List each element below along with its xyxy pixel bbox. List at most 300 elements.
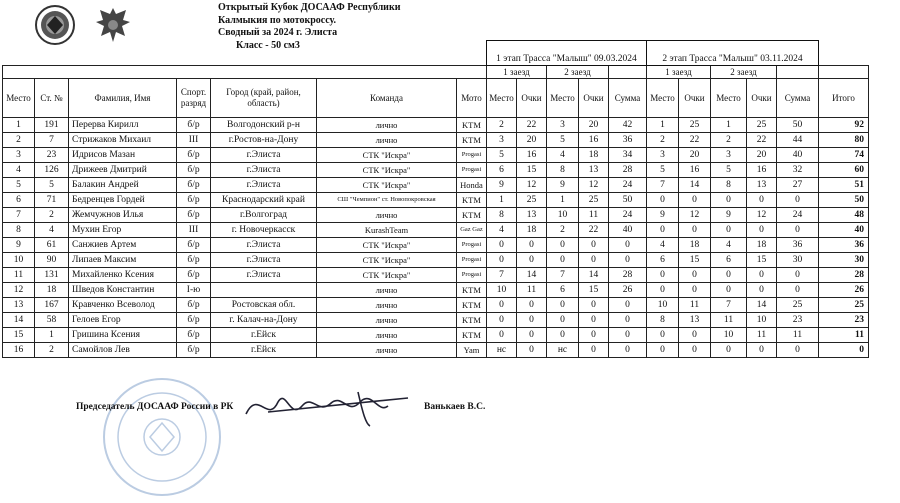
- rank-cell: I-ю: [177, 283, 211, 298]
- stage-1-points-cell: 0: [579, 298, 609, 313]
- results-table: [2, 40, 869, 358]
- blank-header: [819, 41, 869, 66]
- stage-2-place-cell: 6: [711, 253, 747, 268]
- team-cell: СТК "Искра": [317, 178, 457, 193]
- number-cell: 23: [35, 148, 69, 163]
- stage-2-sum-cell: 0: [777, 193, 819, 208]
- stage-1-sum-cell: 0: [609, 328, 647, 343]
- stage-1-place-cell: 4: [547, 148, 579, 163]
- stage-1-place-cell: 7: [547, 268, 579, 283]
- place-cell: 13: [3, 298, 35, 313]
- stage-1-place-cell: 8: [487, 208, 517, 223]
- number-cell: 131: [35, 268, 69, 283]
- stage-1-points-cell: 25: [579, 193, 609, 208]
- stage-2-points-cell: 25: [747, 118, 777, 133]
- stage-1-points-cell: 0: [517, 253, 547, 268]
- total-cell: 74: [819, 148, 869, 163]
- rank-cell: III: [177, 223, 211, 238]
- stage-1-place-cell: 5: [487, 148, 517, 163]
- table-row: [3, 193, 869, 208]
- team-cell: СТК "Искра": [317, 148, 457, 163]
- stage-2-place-cell: 5: [647, 163, 679, 178]
- stage-1-points-cell: 22: [579, 223, 609, 238]
- col-number: Ст. №: [35, 79, 69, 118]
- name-cell: Балакин Андрей: [69, 178, 177, 193]
- stage-1-place-cell: 8: [547, 163, 579, 178]
- stage-2-place-cell: 0: [711, 223, 747, 238]
- place-cell: 16: [3, 343, 35, 358]
- place-cell: 2: [3, 133, 35, 148]
- stage-2-heat-1: 1 заезд: [647, 66, 711, 79]
- stage-1-sum-cell: 34: [609, 148, 647, 163]
- stage-1-points-cell: 0: [579, 343, 609, 358]
- stage-2-sum-cell: 32: [777, 163, 819, 178]
- stage-2-place-cell: 0: [647, 268, 679, 283]
- stage-1-points-cell: 13: [579, 163, 609, 178]
- col-s2-h1-points: Очки: [679, 79, 711, 118]
- stage-2-sum-cell: 11: [777, 328, 819, 343]
- stage-1-sum-cell: 0: [609, 253, 647, 268]
- blank-header: [609, 66, 647, 79]
- stage-1-place-cell: нс: [547, 343, 579, 358]
- column-header-row: [3, 79, 869, 118]
- col-s1-sum: Сумма: [609, 79, 647, 118]
- stage-2-points-cell: 16: [747, 163, 777, 178]
- stage-2-header: 2 этап Трасса "Малыш" 03.11.2024: [647, 41, 819, 66]
- table-row: [3, 253, 869, 268]
- moto-cell: KTM: [457, 133, 487, 148]
- table-row: [3, 238, 869, 253]
- stage-2-place-cell: 1: [647, 118, 679, 133]
- name-cell: Михайленко Ксения: [69, 268, 177, 283]
- total-cell: 51: [819, 178, 869, 193]
- stage-2-points-cell: 0: [747, 268, 777, 283]
- number-cell: 5: [35, 178, 69, 193]
- stage-2-points-cell: 0: [679, 343, 711, 358]
- stage-1-sum-cell: 36: [609, 133, 647, 148]
- table-row: [3, 148, 869, 163]
- total-cell: 23: [819, 313, 869, 328]
- col-s2-sum: Сумма: [777, 79, 819, 118]
- stage-2-place-cell: 4: [647, 238, 679, 253]
- stage-2-sum-cell: 40: [777, 148, 819, 163]
- stage-2-place-cell: 11: [711, 313, 747, 328]
- moto-cell: Progasi: [457, 238, 487, 253]
- city-cell: г.Элиста: [211, 268, 317, 283]
- name-cell: Дрижеев Дмитрий: [69, 163, 177, 178]
- stage-2-points-cell: 20: [679, 148, 711, 163]
- stage-2-points-cell: 0: [679, 223, 711, 238]
- number-cell: 126: [35, 163, 69, 178]
- col-s1-h2-place: Место: [547, 79, 579, 118]
- stage-1-sum-cell: 42: [609, 118, 647, 133]
- city-cell: Краснодарский край: [211, 193, 317, 208]
- stage-2-place-cell: 2: [647, 133, 679, 148]
- stage-2-points-cell: 18: [679, 238, 711, 253]
- total-cell: 48: [819, 208, 869, 223]
- col-total: Итого: [819, 79, 869, 118]
- chairman-title: Председатель ДОСААФ России в РК: [76, 402, 234, 412]
- moto-cell: Progasi: [457, 268, 487, 283]
- place-cell: 8: [3, 223, 35, 238]
- stage-2-place-cell: 0: [647, 193, 679, 208]
- rank-cell: б/р: [177, 253, 211, 268]
- place-cell: 11: [3, 268, 35, 283]
- team-cell: СТК "Искра": [317, 238, 457, 253]
- city-cell: г. Калач-на-Дону: [211, 313, 317, 328]
- stage-1-place-cell: 0: [487, 328, 517, 343]
- name-cell: Гришина Ксения: [69, 328, 177, 343]
- header-line-1: Открытый Кубок ДОСААФ Республики: [218, 2, 401, 13]
- city-cell: г.Элиста: [211, 253, 317, 268]
- name-cell: Самойлов Лев: [69, 343, 177, 358]
- stage-1-place-cell: 0: [547, 328, 579, 343]
- stage-2-place-cell: 7: [647, 178, 679, 193]
- stage-1-points-cell: 11: [517, 283, 547, 298]
- moto-cell: KTM: [457, 118, 487, 133]
- total-cell: 92: [819, 118, 869, 133]
- stage-1-place-cell: 3: [547, 118, 579, 133]
- rank-cell: б/р: [177, 193, 211, 208]
- stage-2-place-cell: 3: [711, 148, 747, 163]
- stage-2-points-cell: 15: [747, 253, 777, 268]
- stage-1-points-cell: 0: [517, 238, 547, 253]
- stage-2-points-cell: 0: [679, 268, 711, 283]
- stage-2-place-cell: 0: [647, 223, 679, 238]
- place-cell: 5: [3, 178, 35, 193]
- stage-1-place-cell: 4: [487, 223, 517, 238]
- table-row: [3, 208, 869, 223]
- stage-2-points-cell: 0: [679, 193, 711, 208]
- number-cell: 2: [35, 208, 69, 223]
- stage-1-sum-cell: 24: [609, 208, 647, 223]
- name-cell: Гелоев Егор: [69, 313, 177, 328]
- header-line-3: Сводный за 2024 г. Элиста: [218, 27, 338, 38]
- table-row: [3, 343, 869, 358]
- stage-2-sum-cell: 36: [777, 238, 819, 253]
- stage-1-sum-cell: 28: [609, 163, 647, 178]
- stage-1-points-cell: 14: [517, 268, 547, 283]
- city-cell: г.Элиста: [211, 148, 317, 163]
- name-cell: Жемчужнов Илья: [69, 208, 177, 223]
- name-cell: Санжиев Артем: [69, 238, 177, 253]
- blank-header: [3, 41, 487, 66]
- stage-2-points-cell: 12: [679, 208, 711, 223]
- results-body: [3, 118, 869, 358]
- moto-cell: KTM: [457, 298, 487, 313]
- table-row: [3, 223, 869, 238]
- col-s1-h2-points: Очки: [579, 79, 609, 118]
- stage-1-points-cell: 18: [579, 148, 609, 163]
- stage-1-points-cell: 18: [517, 223, 547, 238]
- stage-2-place-cell: 8: [647, 313, 679, 328]
- place-cell: 6: [3, 193, 35, 208]
- team-cell: лично: [317, 118, 457, 133]
- stage-1-points-cell: 14: [579, 268, 609, 283]
- moto-cell: Progasi: [457, 148, 487, 163]
- city-cell: г.Элиста: [211, 238, 317, 253]
- number-cell: 90: [35, 253, 69, 268]
- stage-1-header: 1 этап Трасса "Малыш" 09.03.2024: [487, 41, 647, 66]
- stage-1-sum-cell: 0: [609, 313, 647, 328]
- rank-cell: б/р: [177, 313, 211, 328]
- stage-1-points-cell: 16: [517, 148, 547, 163]
- col-s1-h1-points: Очки: [517, 79, 547, 118]
- col-city: Город (край, район, область): [211, 79, 317, 118]
- stage-1-points-cell: 15: [579, 283, 609, 298]
- team-cell: СТК "Искра": [317, 253, 457, 268]
- number-cell: 191: [35, 118, 69, 133]
- city-cell: г.Ейск: [211, 328, 317, 343]
- place-cell: 15: [3, 328, 35, 343]
- city-cell: Ростовская обл.: [211, 298, 317, 313]
- stage-2-place-cell: 9: [711, 208, 747, 223]
- stage-2-points-cell: 15: [679, 253, 711, 268]
- rank-cell: б/р: [177, 118, 211, 133]
- header-class: Класс - 50 см3: [236, 39, 300, 51]
- blank-header: [3, 66, 487, 79]
- stage-2-points-cell: 25: [679, 118, 711, 133]
- place-cell: 14: [3, 313, 35, 328]
- place-cell: 10: [3, 253, 35, 268]
- rank-cell: б/р: [177, 178, 211, 193]
- stage-1-place-cell: 1: [487, 193, 517, 208]
- stage-2-points-cell: 22: [747, 133, 777, 148]
- stage-2-points-cell: 11: [679, 298, 711, 313]
- city-cell: г.Элиста: [211, 178, 317, 193]
- moto-cell: Yam: [457, 343, 487, 358]
- total-cell: 60: [819, 163, 869, 178]
- stage-1-sum-cell: 40: [609, 223, 647, 238]
- stage-2-heat-2: 2 заезд: [711, 66, 777, 79]
- stage-1-place-cell: 2: [487, 118, 517, 133]
- stage-2-place-cell: 6: [647, 253, 679, 268]
- name-cell: Мухин Егор: [69, 223, 177, 238]
- rank-cell: б/р: [177, 268, 211, 283]
- stage-2-points-cell: 0: [679, 283, 711, 298]
- city-cell: [211, 283, 317, 298]
- stage-2-points-cell: 20: [747, 148, 777, 163]
- number-cell: 4: [35, 223, 69, 238]
- stage-1-points-cell: 20: [517, 133, 547, 148]
- table-row: [3, 328, 869, 343]
- team-cell: лично: [317, 328, 457, 343]
- handwritten-signature: [238, 384, 438, 428]
- rank-cell: б/р: [177, 298, 211, 313]
- rank-cell: б/р: [177, 328, 211, 343]
- stage-1-points-cell: 0: [579, 253, 609, 268]
- table-row: [3, 268, 869, 283]
- stage-2-points-cell: 16: [679, 163, 711, 178]
- team-cell: лично: [317, 133, 457, 148]
- moto-cell: KTM: [457, 208, 487, 223]
- team-cell: лично: [317, 208, 457, 223]
- table-row: [3, 298, 869, 313]
- moto-cell: Progasi: [457, 163, 487, 178]
- city-cell: г.Ейск: [211, 343, 317, 358]
- place-cell: 12: [3, 283, 35, 298]
- stage-1-heat-1: 1 заезд: [487, 66, 547, 79]
- blank-header: [819, 66, 869, 79]
- number-cell: 2: [35, 343, 69, 358]
- stage-header-row: [3, 41, 869, 66]
- stage-2-sum-cell: 0: [777, 283, 819, 298]
- stage-1-place-cell: нс: [487, 343, 517, 358]
- col-rank: Спорт. разряд: [177, 79, 211, 118]
- total-cell: 0: [819, 343, 869, 358]
- stage-2-place-cell: 0: [711, 343, 747, 358]
- stage-2-points-cell: 0: [747, 343, 777, 358]
- stage-2-place-cell: 10: [647, 298, 679, 313]
- stage-1-place-cell: 0: [487, 238, 517, 253]
- stage-1-points-cell: 20: [579, 118, 609, 133]
- stage-1-place-cell: 0: [487, 313, 517, 328]
- stage-2-sum-cell: 44: [777, 133, 819, 148]
- total-cell: 30: [819, 253, 869, 268]
- stage-2-points-cell: 11: [747, 328, 777, 343]
- rank-cell: III: [177, 133, 211, 148]
- stage-2-points-cell: 0: [679, 328, 711, 343]
- stage-2-place-cell: 7: [711, 298, 747, 313]
- stage-1-place-cell: 3: [487, 133, 517, 148]
- stage-1-place-cell: 7: [487, 268, 517, 283]
- stage-2-sum-cell: 50: [777, 118, 819, 133]
- stage-2-points-cell: 12: [747, 208, 777, 223]
- stage-2-place-cell: 2: [711, 133, 747, 148]
- stage-2-sum-cell: 23: [777, 313, 819, 328]
- stage-2-sum-cell: 0: [777, 223, 819, 238]
- table-row: [3, 283, 869, 298]
- col-place: Место: [3, 79, 35, 118]
- total-cell: 11: [819, 328, 869, 343]
- stage-2-points-cell: 10: [747, 313, 777, 328]
- stage-2-place-cell: 0: [647, 328, 679, 343]
- city-cell: г. Новочеркасск: [211, 223, 317, 238]
- team-cell: лично: [317, 343, 457, 358]
- place-cell: 4: [3, 163, 35, 178]
- stage-1-place-cell: 9: [487, 178, 517, 193]
- name-cell: Перерва Кирилл: [69, 118, 177, 133]
- rank-cell: б/р: [177, 343, 211, 358]
- rank-cell: б/р: [177, 208, 211, 223]
- stage-2-place-cell: 1: [711, 118, 747, 133]
- team-cell: KurashTeam: [317, 223, 457, 238]
- total-cell: 26: [819, 283, 869, 298]
- table-row: [3, 178, 869, 193]
- col-s2-h1-place: Место: [647, 79, 679, 118]
- stage-1-place-cell: 2: [547, 223, 579, 238]
- stage-2-points-cell: 13: [679, 313, 711, 328]
- number-cell: 1: [35, 328, 69, 343]
- moto-cell: Honda: [457, 178, 487, 193]
- stage-1-points-cell: 11: [579, 208, 609, 223]
- stage-2-place-cell: 4: [711, 238, 747, 253]
- stage-1-points-cell: 0: [579, 238, 609, 253]
- stage-1-sum-cell: 26: [609, 283, 647, 298]
- stage-2-place-cell: 0: [647, 283, 679, 298]
- number-cell: 71: [35, 193, 69, 208]
- stage-1-sum-cell: 0: [609, 343, 647, 358]
- name-cell: Липаев Максим: [69, 253, 177, 268]
- stage-1-place-cell: 1: [547, 193, 579, 208]
- header-line-2: Калмыкия по мотокроссу.: [218, 14, 337, 26]
- name-cell: Кравченко Всеволод: [69, 298, 177, 313]
- col-s2-h2-place: Место: [711, 79, 747, 118]
- stage-1-points-cell: 0: [579, 328, 609, 343]
- stage-1-sum-cell: 24: [609, 178, 647, 193]
- stage-2-sum-cell: 24: [777, 208, 819, 223]
- moto-cell: KTM: [457, 328, 487, 343]
- number-cell: 167: [35, 298, 69, 313]
- col-s1-h1-place: Место: [487, 79, 517, 118]
- rank-cell: б/р: [177, 238, 211, 253]
- stage-1-place-cell: 5: [547, 133, 579, 148]
- stage-2-sum-cell: 25: [777, 298, 819, 313]
- stage-1-place-cell: 10: [547, 208, 579, 223]
- stage-1-place-cell: 0: [547, 313, 579, 328]
- stage-1-points-cell: 0: [579, 313, 609, 328]
- table-row: [3, 133, 869, 148]
- table-row: [3, 313, 869, 328]
- city-cell: Волгодонский р-н: [211, 118, 317, 133]
- stage-1-sum-cell: 0: [609, 238, 647, 253]
- city-cell: г.Ростов-на-Дону: [211, 133, 317, 148]
- place-cell: 3: [3, 148, 35, 163]
- stage-2-points-cell: 14: [747, 298, 777, 313]
- stage-1-sum-cell: 28: [609, 268, 647, 283]
- chairman-name: Ванькаев В.С.: [424, 402, 486, 412]
- stage-1-points-cell: 0: [517, 298, 547, 313]
- name-cell: Бедренцев Гордей: [69, 193, 177, 208]
- stage-2-place-cell: 5: [711, 163, 747, 178]
- stage-2-place-cell: 0: [711, 283, 747, 298]
- stage-1-place-cell: 0: [487, 298, 517, 313]
- name-cell: Шведов Константин: [69, 283, 177, 298]
- col-team: Команда: [317, 79, 457, 118]
- stage-2-place-cell: 8: [711, 178, 747, 193]
- stage-2-place-cell: 0: [711, 268, 747, 283]
- stage-1-points-cell: 22: [517, 118, 547, 133]
- place-cell: 7: [3, 208, 35, 223]
- number-cell: 58: [35, 313, 69, 328]
- stage-2-place-cell: 0: [711, 193, 747, 208]
- stage-1-place-cell: 0: [547, 253, 579, 268]
- stage-1-points-cell: 13: [517, 208, 547, 223]
- moto-cell: KTM: [457, 283, 487, 298]
- heat-header-row: [3, 66, 869, 79]
- stage-1-points-cell: 15: [517, 163, 547, 178]
- stage-2-place-cell: 3: [647, 148, 679, 163]
- city-cell: г.Элиста: [211, 163, 317, 178]
- stage-1-sum-cell: 0: [609, 298, 647, 313]
- place-cell: 1: [3, 118, 35, 133]
- team-cell: СТК "Искра": [317, 268, 457, 283]
- stage-1-points-cell: 0: [517, 343, 547, 358]
- team-cell: СШ "Чемпион" ст. Новопокровская: [317, 193, 457, 208]
- place-cell: 9: [3, 238, 35, 253]
- total-cell: 25: [819, 298, 869, 313]
- moto-cell: KTM: [457, 313, 487, 328]
- name-cell: Идрисов Мазан: [69, 148, 177, 163]
- number-cell: 7: [35, 133, 69, 148]
- total-cell: 50: [819, 193, 869, 208]
- stage-1-points-cell: 12: [579, 178, 609, 193]
- stage-1-points-cell: 25: [517, 193, 547, 208]
- stage-2-place-cell: 10: [711, 328, 747, 343]
- team-cell: лично: [317, 298, 457, 313]
- stage-1-place-cell: 0: [547, 238, 579, 253]
- stage-1-place-cell: 10: [487, 283, 517, 298]
